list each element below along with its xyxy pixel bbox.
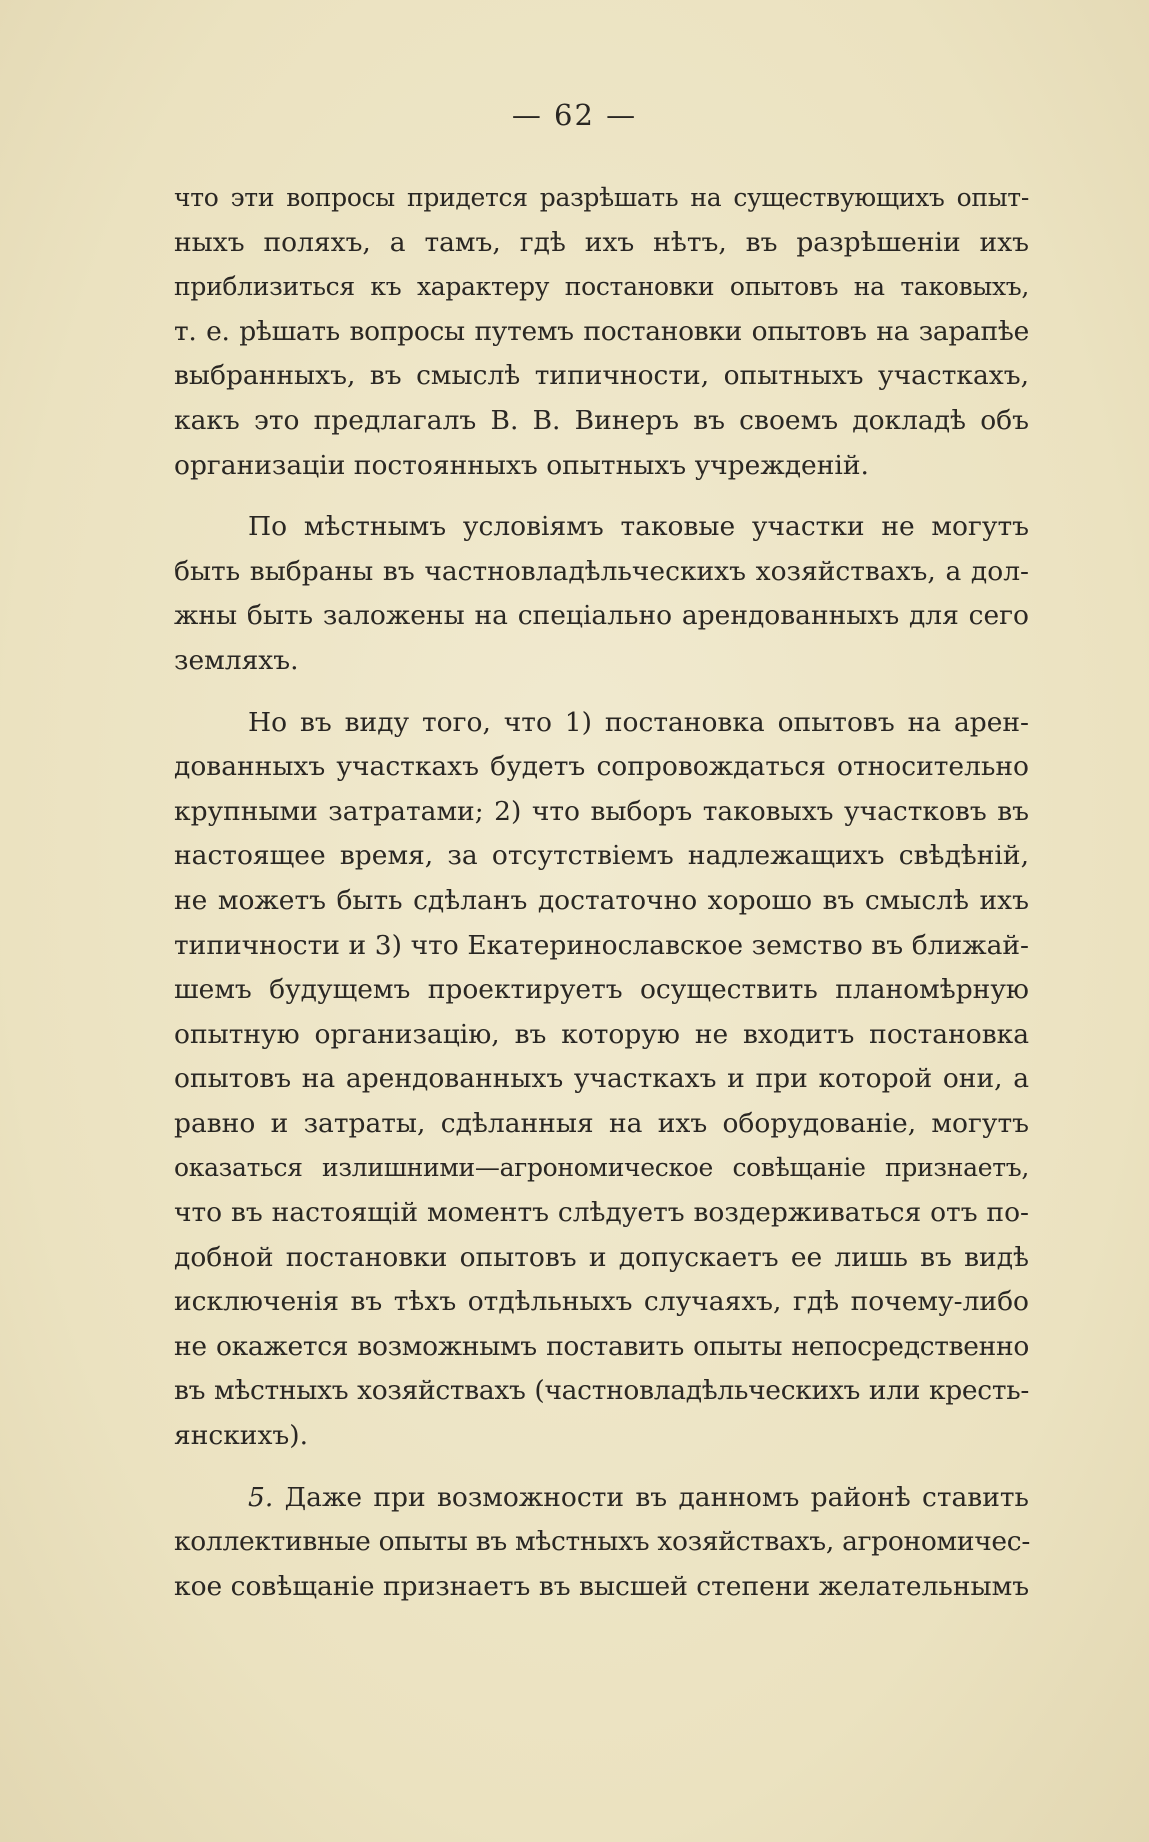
text-line: организаціи постоянныхъ опытныхъ учрежденій. (174, 449, 869, 481)
paragraph-3 (174, 701, 1029, 1459)
text-line: настоящее время, за отсутствіемъ надлежащихъ свѣдѣній, (174, 840, 1029, 872)
text-line: какъ это предлагалъ В. В. Винеръ въ своемъ докладѣ объ (174, 404, 1029, 436)
text-line: что эти вопросы придется разрѣшать на существующихъ опыт- (174, 183, 1029, 212)
text-line: жны быть заложены на спеціально арендованныхъ для сего (174, 600, 1029, 632)
text-line: шемъ будущемъ проектируетъ осуществить планомѣрную (174, 974, 1029, 1006)
text-line: равно и затраты, сдѣланныя на ихъ оборудованіе, могутъ (174, 1107, 1029, 1139)
text-line-content: Даже при возможности въ данномъ районѣ ставить (284, 1481, 1029, 1513)
page-number: — 62 — (511, 98, 638, 132)
text-line: крупными затратами; 2) что выборъ таковыхъ участковъ въ (174, 795, 1029, 827)
text-line: коллективные опыты въ мѣстныхъ хозяйствахъ, агрономичес- (174, 1526, 1030, 1558)
text-line: исключенія въ тѣхъ отдѣльныхъ случаяхъ, гдѣ почему-либо (174, 1286, 1029, 1318)
section-number: 5. (248, 1481, 274, 1513)
text-line: дованныхъ участкахъ будетъ сопровождаться относительно (174, 751, 1029, 783)
text-line: не окажется возможнымъ поставить опыты непосредственно (174, 1330, 1029, 1362)
text-line: т. е. рѣшать вопросы путемъ постановки опытовъ на зарапѣе (174, 315, 1029, 347)
text-line: опытную организацію, въ которую не входитъ постановка (174, 1018, 1029, 1050)
text-line: Но въ виду того, что 1) постановка опытовъ на арен- (248, 706, 1029, 738)
text-line: въ мѣстныхъ хозяйствахъ (частновладѣльческихъ или кресть- (174, 1375, 1029, 1407)
text-line: добной постановки опытовъ и допускаетъ ее лишь въ видѣ (174, 1241, 1029, 1273)
text-line: типичности и 3) что Екатеринославское земство въ ближай- (174, 929, 1029, 961)
paragraph-1 (174, 176, 1029, 488)
text-line: приблизиться къ характеру постановки опытовъ на таковыхъ, (174, 272, 1029, 302)
text-line: ныхъ поляхъ, а тамъ, гдѣ ихъ нѣтъ, въ разрѣшеніи ихъ (174, 226, 1029, 258)
text-line: не можетъ быть сдѣланъ достаточно хорошо въ смыслѣ ихъ (174, 884, 1029, 916)
text-line: что въ настоящій моментъ слѣдуетъ воздерживаться отъ по- (174, 1197, 1029, 1229)
text-line: По мѣстнымъ условіямъ таковые участки не могутъ (248, 511, 1029, 543)
text-line: выбранныхъ, въ смыслѣ типичности, опытныхъ участкахъ, (174, 360, 1029, 392)
paragraph-4 (174, 1476, 1029, 1610)
text-line: оказаться излишними—агрономическое совѣщаніе признаетъ, (174, 1153, 1029, 1183)
paragraph-2 (174, 505, 1029, 683)
text-line: земляхъ. (174, 644, 299, 676)
text-line (174, 1476, 1029, 1521)
body-text (174, 176, 1029, 1609)
text-line: быть выбраны въ частновладѣльческихъ хозяйствахъ, а дол- (174, 555, 1029, 587)
text-line: опытовъ на арендованныхъ участкахъ и при которой они, а (174, 1063, 1029, 1095)
text-line: янскихъ). (174, 1420, 309, 1452)
text-line: кое совѣщаніе признаетъ въ высшей степени желательнымъ (174, 1570, 1030, 1602)
